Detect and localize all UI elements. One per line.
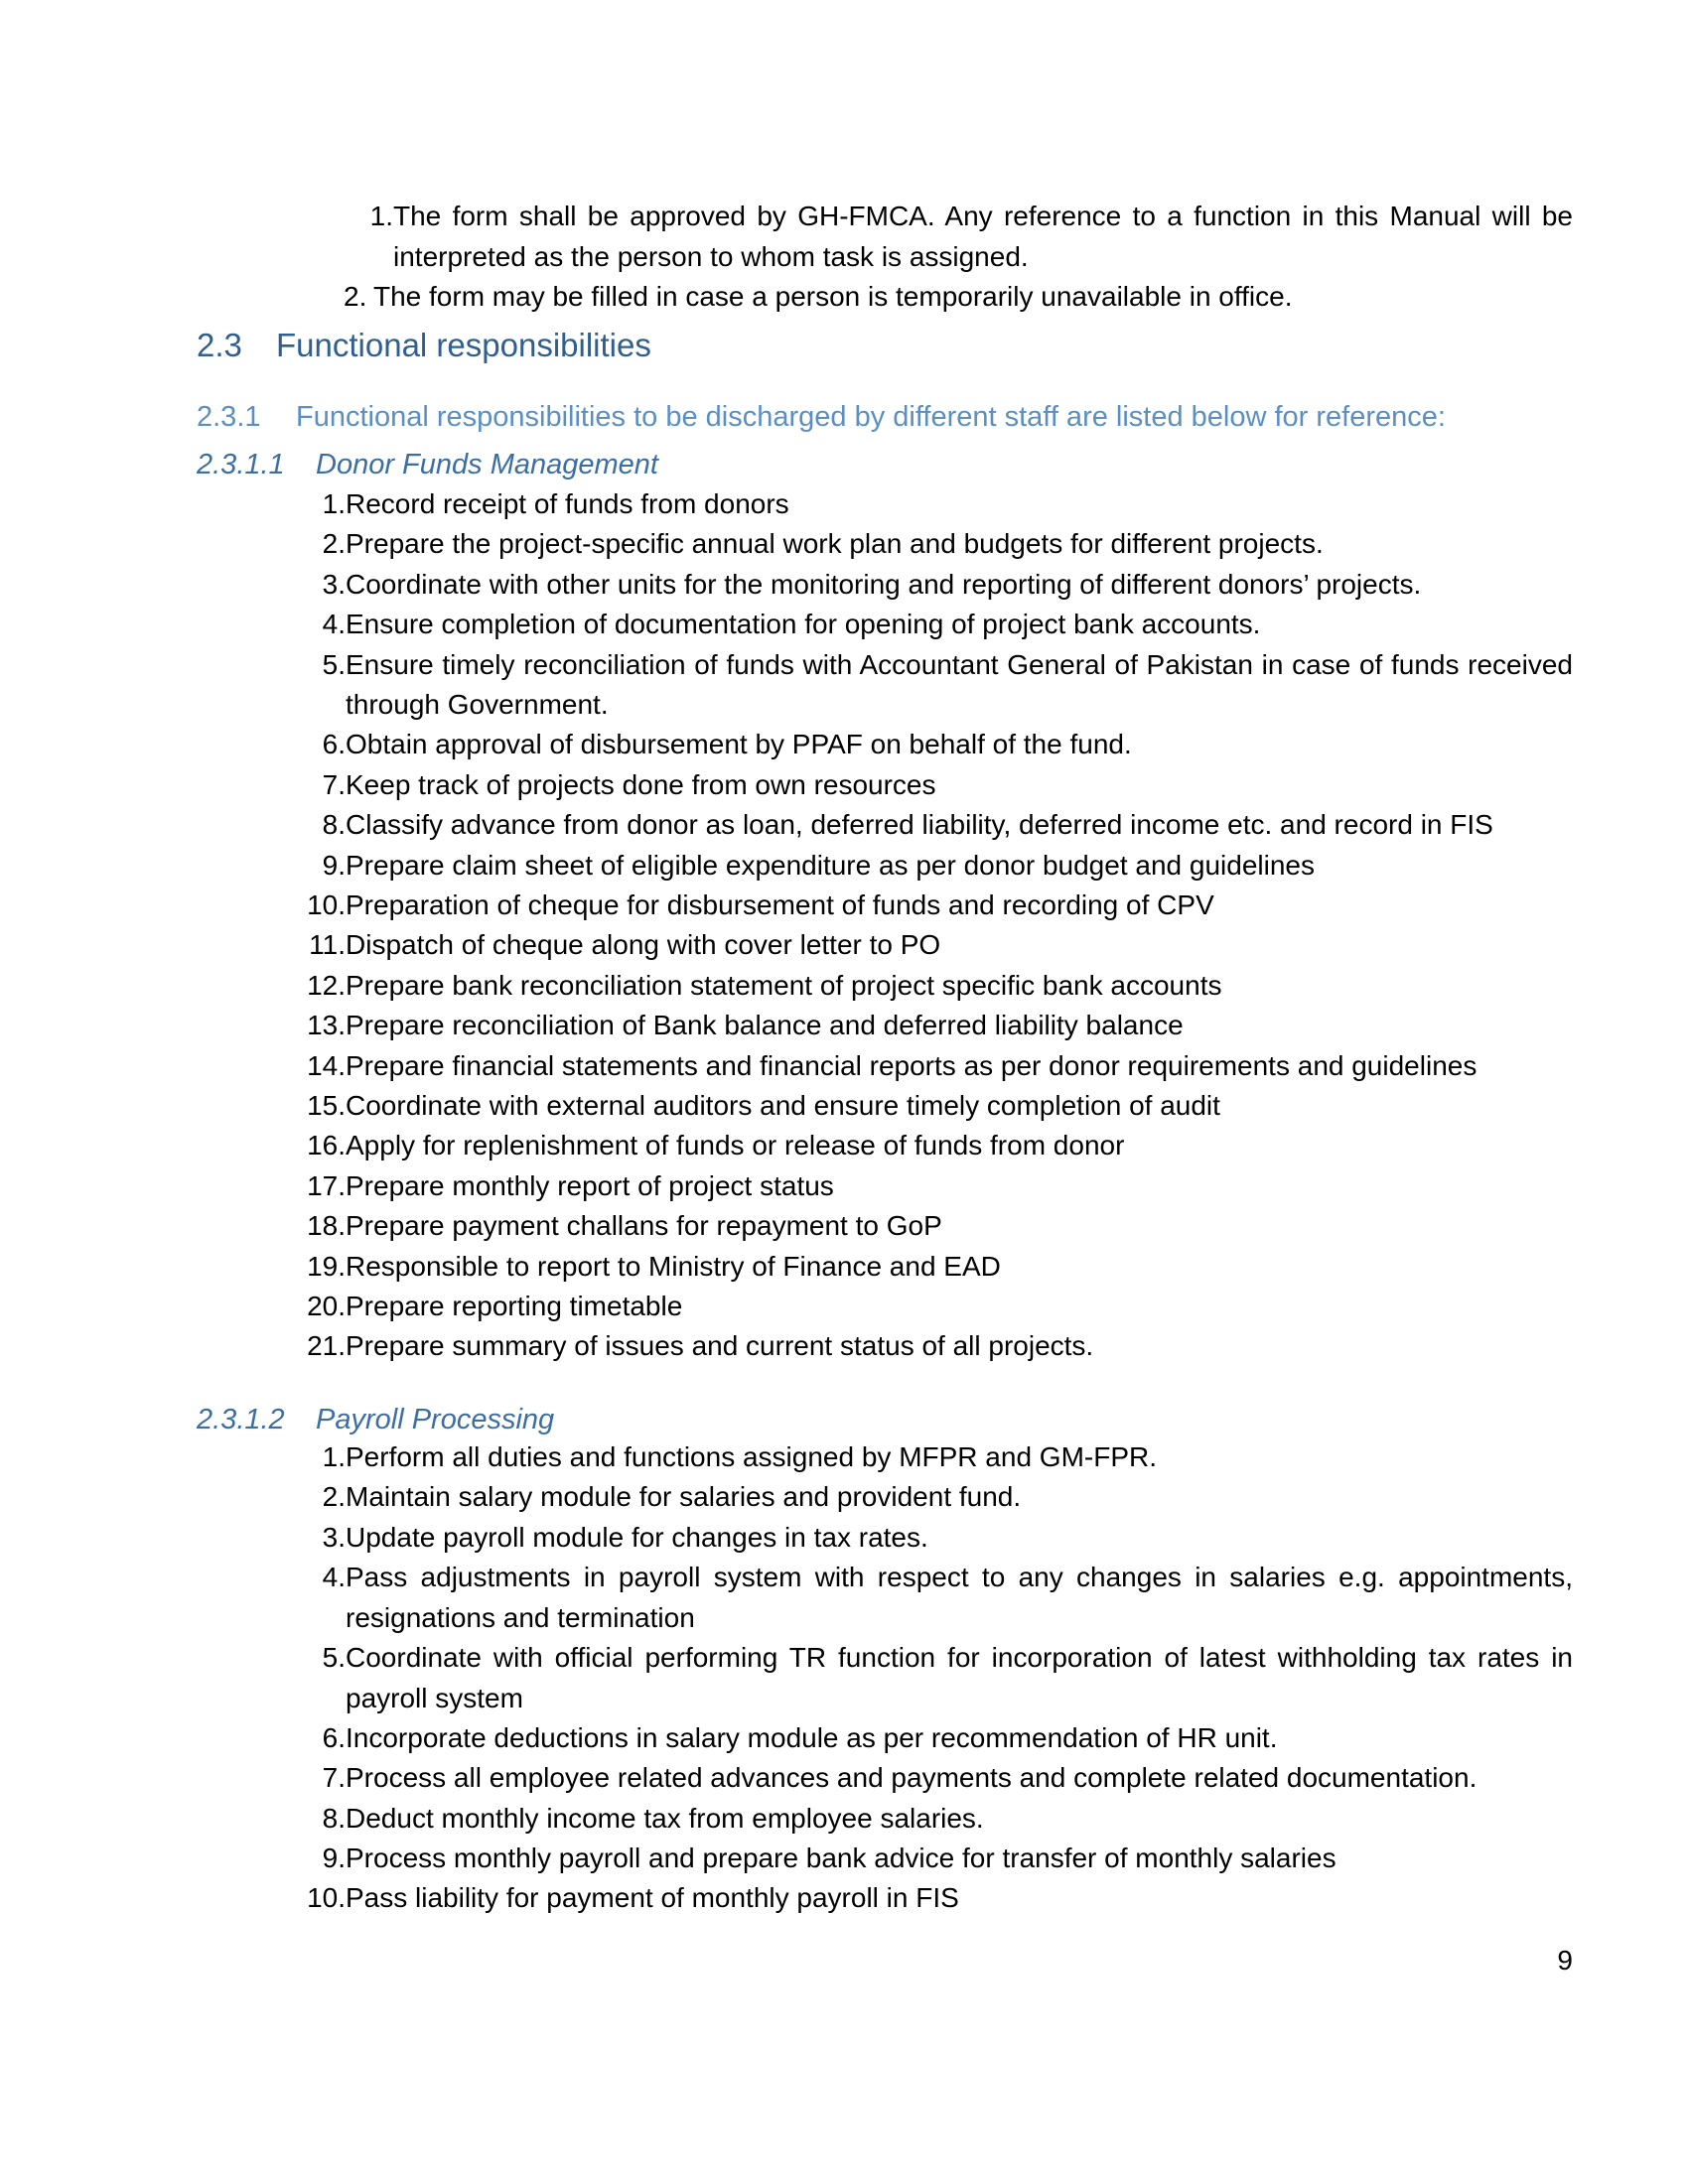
list-text: Prepare financial statements and financial reports as per donor requirements and guidelines [346,1049,1477,1081]
list-text: Process all employee related advances and payments and complete related documentation. [346,1762,1477,1794]
list-text: Obtain approval of disbursement by PPAF on behalf of the fund. [346,729,1132,760]
subsection-number: 2.3.1 [197,401,261,433]
list-item [294,1477,1573,1518]
list-text: Apply for replenishment of funds or release of funds from donor [346,1130,1125,1161]
list-item [294,1046,1573,1087]
list-number: 9. [322,849,346,881]
list-text: Prepare claim sheet of eligible expenditure as per donor budget and guidelines [346,849,1315,881]
list-text: Incorporate deductions in salary module as per recommendation of HR unit. [346,1721,1278,1753]
list-number: 20. [307,1291,346,1321]
section-number: 2.3 [197,327,242,363]
list-item [294,645,1573,726]
list-number: 3. [322,1521,346,1553]
list-text: Deduct monthly income tax from employee salaries. [346,1802,984,1834]
donor-title: Donor Funds Management [316,449,658,480]
list-item [294,1638,1573,1718]
list-item [294,765,1573,806]
list-text: Responsible to report to Ministry of Finance and EAD [346,1250,1001,1282]
subsection-title: Functional responsibilities to be discharged by different staff are listed below for reference: [296,401,1446,433]
list-number: 2. [344,281,367,312]
list-number: 16. [307,1130,346,1161]
list-number: 2. [322,1481,346,1513]
list-text: Coordinate with other units for the monitoring and reporting of different donors’ projects. [346,568,1422,600]
list-text: Maintain salary module for salaries and provident fund. [346,1481,1022,1513]
list-item [294,524,1573,565]
list-item [294,1247,1573,1288]
list-number: 2. [322,528,346,560]
list-text: Dispatch of cheque along with cover letter to PO [346,929,941,961]
list-text: Process monthly payroll and prepare bank advice for transfer of monthly salaries [346,1843,1336,1873]
list-text: Update payroll module for changes in tax rates. [346,1521,928,1553]
list-number: 3. [322,568,346,600]
list-number: 4. [322,609,346,640]
section-title: Functional responsibilities [276,327,651,363]
list-number: 19. [307,1250,346,1282]
list-number: 15. [307,1090,346,1121]
list-item [294,1086,1573,1127]
list-item [294,1878,1573,1919]
list-item [294,484,1573,525]
list-text: Classify advance from donor as loan, deferred liability, deferred income etc. and record in FIS [346,809,1493,841]
list-item [294,1558,1573,1638]
list-number: 1. [322,488,346,519]
list-number: 12. [307,969,346,1001]
list-item [294,605,1573,645]
list-text: Pass adjustments in payroll system with respect to any changes in salaries e.g. appointments, resignations and termination [346,1562,1573,1633]
list-item [294,1206,1573,1247]
section-heading [197,324,651,367]
list-text: Ensure completion of documentation for opening of project bank accounts. [346,609,1261,640]
list-number: 1. [322,1441,346,1472]
list-text: Prepare reconciliation of Bank balance and deferred liability balance [346,1010,1184,1041]
list-number: 6. [322,1721,346,1753]
list-text: Prepare reporting timetable [346,1291,683,1321]
list-number: 10. [307,889,346,920]
list-number: 4. [322,1562,346,1593]
list-text: Prepare the project-specific annual work plan and budgets for different projects. [346,528,1324,560]
list-number: 17. [307,1169,346,1201]
list-item [294,1758,1573,1799]
list-number: 11. [309,929,346,961]
list-text: Coordinate with official performing TR function for incorporation of latest withholding tax rates in payroll system [346,1642,1573,1713]
donor-heading [197,445,658,484]
list-item [294,1799,1573,1840]
list-number: 8. [322,809,346,841]
list-number: 7. [322,768,346,800]
list-item [294,1518,1573,1559]
list-item [294,1126,1573,1166]
list-number: 10. [307,1882,346,1914]
list-text: Prepare payment challans for repayment to GoP [346,1210,942,1242]
list-number: 7. [322,1762,346,1794]
list-item [294,1718,1573,1759]
list-item [294,1287,1573,1327]
list-number: 13. [307,1010,346,1041]
list-number: 21. [307,1330,346,1362]
list-number: 9. [322,1843,346,1873]
list-number: 5. [322,648,346,680]
payroll-heading [197,1400,554,1439]
list-item [294,1166,1573,1207]
list-number: 6. [322,729,346,760]
list-text: Prepare monthly report of project status [346,1169,834,1201]
donor-number: 2.3.1.1 [197,449,285,480]
list-text: Preparation of cheque for disbursement of funds and recording of CPV [346,889,1214,920]
list-item [294,1437,1573,1478]
list-text: Pass liability for payment of monthly payroll in FIS [346,1882,959,1914]
list-item [294,1006,1573,1046]
list-number: 18. [307,1210,346,1242]
payroll-number: 2.3.1.2 [197,1404,285,1435]
list-text: Ensure timely reconciliation of funds with Accountant General of Pakistan in case of funds received through Government. [346,648,1573,721]
list-text: Coordinate with external auditors and ensure timely completion of audit [346,1090,1220,1121]
list-item [294,805,1573,846]
list-text: Record receipt of funds from donors [346,488,789,519]
list-text: The form may be filled in case a person is temporarily unavailable in office. [373,281,1293,312]
list-text: Perform all duties and functions assigned by MFPR and GM-FPR. [346,1441,1158,1472]
list-text: The form shall be approved by GH-FMCA. Any reference to a function in this Manual will be interpreted as the person to whom task is assigned. [393,201,1573,272]
list-item [294,725,1573,765]
intro-item [344,197,1573,277]
page-number: 9 [1557,1945,1573,1976]
subsection-heading [197,397,1446,437]
list-item [294,925,1573,966]
intro-item [344,277,1573,318]
list-number: 8. [322,1802,346,1834]
list-item [294,1839,1573,1879]
list-text: Prepare summary of issues and current status of all projects. [346,1330,1094,1362]
list-number: 5. [322,1642,346,1673]
list-item [294,886,1573,926]
payroll-title: Payroll Processing [316,1404,555,1435]
list-number: 14. [307,1049,346,1081]
list-item [294,846,1573,887]
list-number: 1. [369,201,393,231]
list-text: Keep track of projects done from own resources [346,768,936,800]
list-item [294,565,1573,606]
list-item [294,966,1573,1007]
list-text: Prepare bank reconciliation statement of project specific bank accounts [346,969,1222,1001]
list-item [294,1326,1573,1367]
